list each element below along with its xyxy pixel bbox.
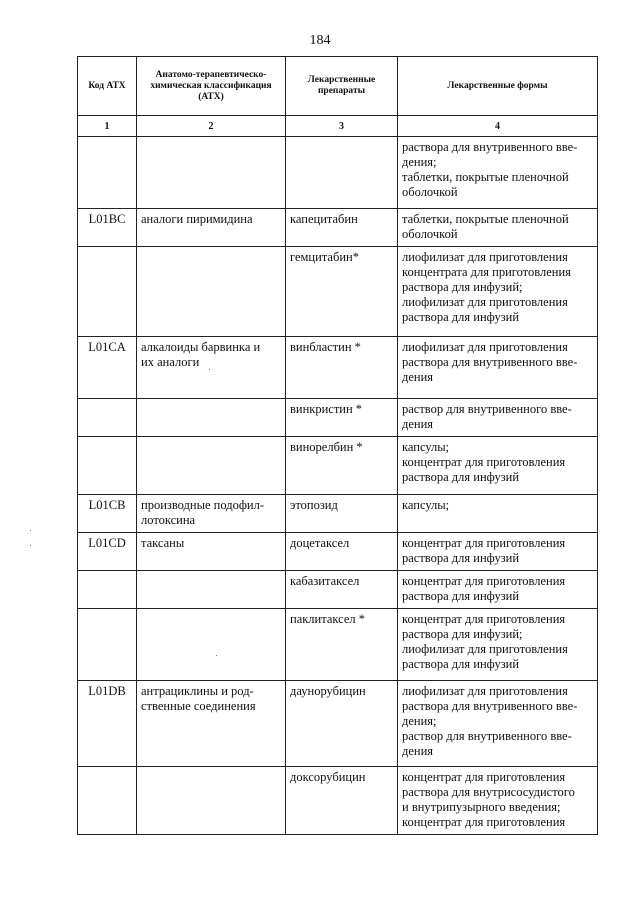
column-number: 4 bbox=[398, 116, 598, 137]
atx-table bbox=[77, 56, 598, 835]
dosage-form-line: раствора для инфузий bbox=[402, 551, 520, 565]
dosage-form-line: лиофилизат для приготовления bbox=[402, 684, 568, 698]
classification-line: их аналоги bbox=[141, 355, 200, 369]
dosage-forms bbox=[398, 495, 598, 533]
atx-code bbox=[78, 437, 137, 495]
dosage-form-line: оболочкой bbox=[402, 185, 458, 199]
dosage-form-line: раствора для внутривенного вве- bbox=[402, 355, 578, 369]
column-number: 3 bbox=[286, 116, 398, 137]
dosage-forms bbox=[398, 209, 598, 247]
header-forms: Лекарственные формы bbox=[398, 57, 598, 116]
column-number-row bbox=[78, 116, 598, 137]
atx-code bbox=[78, 399, 137, 437]
dosage-form-line: раствора для внутрисосудистого bbox=[402, 785, 575, 799]
dosage-forms bbox=[398, 399, 598, 437]
atx-code: L01CD bbox=[78, 533, 137, 571]
atx-code bbox=[78, 767, 137, 835]
column-number: 1 bbox=[78, 116, 137, 137]
header-classification: Анатомо-терапевтическо-химическая классификация (АТХ) bbox=[137, 57, 286, 116]
dosage-forms bbox=[398, 609, 598, 681]
dosage-form-line: капсулы; bbox=[402, 498, 450, 512]
table-header-row bbox=[78, 57, 598, 116]
dosage-form-line: оболочкой bbox=[402, 227, 458, 241]
dosage-form-line: концентрат для приготовления bbox=[402, 574, 566, 588]
dosage-form-line: раствора для внутривенного вве- bbox=[402, 699, 578, 713]
classification-line: таксаны bbox=[141, 536, 185, 550]
drug-name: винкристин * bbox=[286, 399, 398, 437]
dosage-forms bbox=[398, 437, 598, 495]
drug-name: паклитаксел * bbox=[286, 609, 398, 681]
dosage-forms bbox=[398, 247, 598, 337]
dosage-form-line: таблетки, покрытые пленочной bbox=[402, 212, 569, 226]
atx-classification bbox=[137, 609, 286, 681]
scan-speck bbox=[30, 530, 31, 531]
atx-classification bbox=[137, 137, 286, 209]
drug-name: доцетаксел bbox=[286, 533, 398, 571]
table-row bbox=[78, 247, 598, 337]
atx-classification bbox=[137, 247, 286, 337]
classification-line: антрациклины и род- bbox=[141, 684, 254, 698]
dosage-form-line: раствора для инфузий bbox=[402, 589, 520, 603]
table-row bbox=[78, 437, 598, 495]
atx-classification bbox=[137, 767, 286, 835]
dosage-form-line: концентрат для приготовления bbox=[402, 455, 566, 469]
atx-classification bbox=[137, 337, 286, 399]
atx-code bbox=[78, 609, 137, 681]
classification-line: аналоги пиримидина bbox=[141, 212, 253, 226]
atx-code: L01CB bbox=[78, 495, 137, 533]
atx-code: L01CA bbox=[78, 337, 137, 399]
dosage-form-line: концентрат для приготовления bbox=[402, 536, 566, 550]
table-row bbox=[78, 337, 598, 399]
scan-speck bbox=[30, 545, 31, 546]
dosage-form-line: дения bbox=[402, 370, 434, 384]
classification-line: производные подофил- bbox=[141, 498, 265, 512]
dosage-form-line: лиофилизат для приготовления bbox=[402, 642, 568, 656]
drug-name: винорелбин * bbox=[286, 437, 398, 495]
dosage-form-line: и внутрипузырного введения; bbox=[402, 800, 561, 814]
dosage-forms bbox=[398, 681, 598, 767]
atx-code bbox=[78, 571, 137, 609]
atx-code bbox=[78, 137, 137, 209]
drug-name bbox=[286, 137, 398, 209]
column-number: 2 bbox=[137, 116, 286, 137]
dosage-form-line: концентрат для приготовления bbox=[402, 770, 566, 784]
dosage-forms bbox=[398, 571, 598, 609]
table-row bbox=[78, 209, 598, 247]
atx-code: L01DB bbox=[78, 681, 137, 767]
drug-name: винбластин * bbox=[286, 337, 398, 399]
drug-name: этопозид bbox=[286, 495, 398, 533]
dosage-form-line: лиофилизат для приготовления bbox=[402, 340, 568, 354]
drug-name: кабазитаксел bbox=[286, 571, 398, 609]
table-row bbox=[78, 609, 598, 681]
table-row bbox=[78, 137, 598, 209]
dosage-form-line: таблетки, покрытые пленочной bbox=[402, 170, 569, 184]
dosage-form-line: раствор для внутривенного вве- bbox=[402, 729, 572, 743]
classification-line: ственные соединения bbox=[141, 699, 256, 713]
dosage-forms bbox=[398, 337, 598, 399]
dosage-forms bbox=[398, 533, 598, 571]
scan-speck bbox=[209, 369, 210, 370]
table-body bbox=[78, 137, 598, 835]
drug-name: гемцитабин* bbox=[286, 247, 398, 337]
dosage-form-line: раствора для инфузий bbox=[402, 310, 520, 324]
atx-classification bbox=[137, 399, 286, 437]
dosage-form-line: раствора для инфузий bbox=[402, 657, 520, 671]
dosage-forms bbox=[398, 137, 598, 209]
atx-classification bbox=[137, 495, 286, 533]
dosage-forms bbox=[398, 767, 598, 835]
table-row bbox=[78, 495, 598, 533]
dosage-form-line: раствора для внутривенного вве- bbox=[402, 140, 578, 154]
table-row bbox=[78, 533, 598, 571]
dosage-form-line: раствор для внутривенного вве- bbox=[402, 402, 572, 416]
dosage-form-line: дения; bbox=[402, 155, 437, 169]
classification-line: лотоксина bbox=[141, 513, 196, 527]
table-row bbox=[78, 681, 598, 767]
dosage-form-line: дения; bbox=[402, 714, 437, 728]
dosage-form-line: раствора для инфузий bbox=[402, 470, 520, 484]
dosage-form-line: лиофилизат для приготовления bbox=[402, 250, 568, 264]
page-number: 184 bbox=[309, 33, 331, 48]
atx-code: L01BC bbox=[78, 209, 137, 247]
atx-classification bbox=[137, 209, 286, 247]
dosage-form-line: капсулы; bbox=[402, 440, 450, 454]
atx-code bbox=[78, 247, 137, 337]
dosage-form-line: раствора для инфузий; bbox=[402, 280, 523, 294]
dosage-form-line: концентрата для приготовления bbox=[402, 265, 571, 279]
dosage-form-line: концентрат для приготовления bbox=[402, 612, 566, 626]
dosage-form-line: раствора для инфузий; bbox=[402, 627, 523, 641]
table-row bbox=[78, 571, 598, 609]
header-drugs: Лекарственные препараты bbox=[286, 57, 398, 116]
dosage-form-line: дения bbox=[402, 417, 434, 431]
drug-name: доксорубицин bbox=[286, 767, 398, 835]
atx-classification bbox=[137, 533, 286, 571]
atx-classification bbox=[137, 437, 286, 495]
classification-line: алкалоиды барвинка и bbox=[141, 340, 261, 354]
dosage-form-line: дения bbox=[402, 744, 434, 758]
atx-classification bbox=[137, 571, 286, 609]
atx-classification bbox=[137, 681, 286, 767]
header-code: Код АТХ bbox=[78, 57, 137, 116]
drug-name: даунорубицин bbox=[286, 681, 398, 767]
table-row bbox=[78, 399, 598, 437]
scan-speck bbox=[216, 655, 217, 656]
dosage-form-line: концентрат для приготовления bbox=[402, 815, 566, 829]
table-row bbox=[78, 767, 598, 835]
drug-name: капецитабин bbox=[286, 209, 398, 247]
dosage-form-line: лиофилизат для приготовления bbox=[402, 295, 568, 309]
